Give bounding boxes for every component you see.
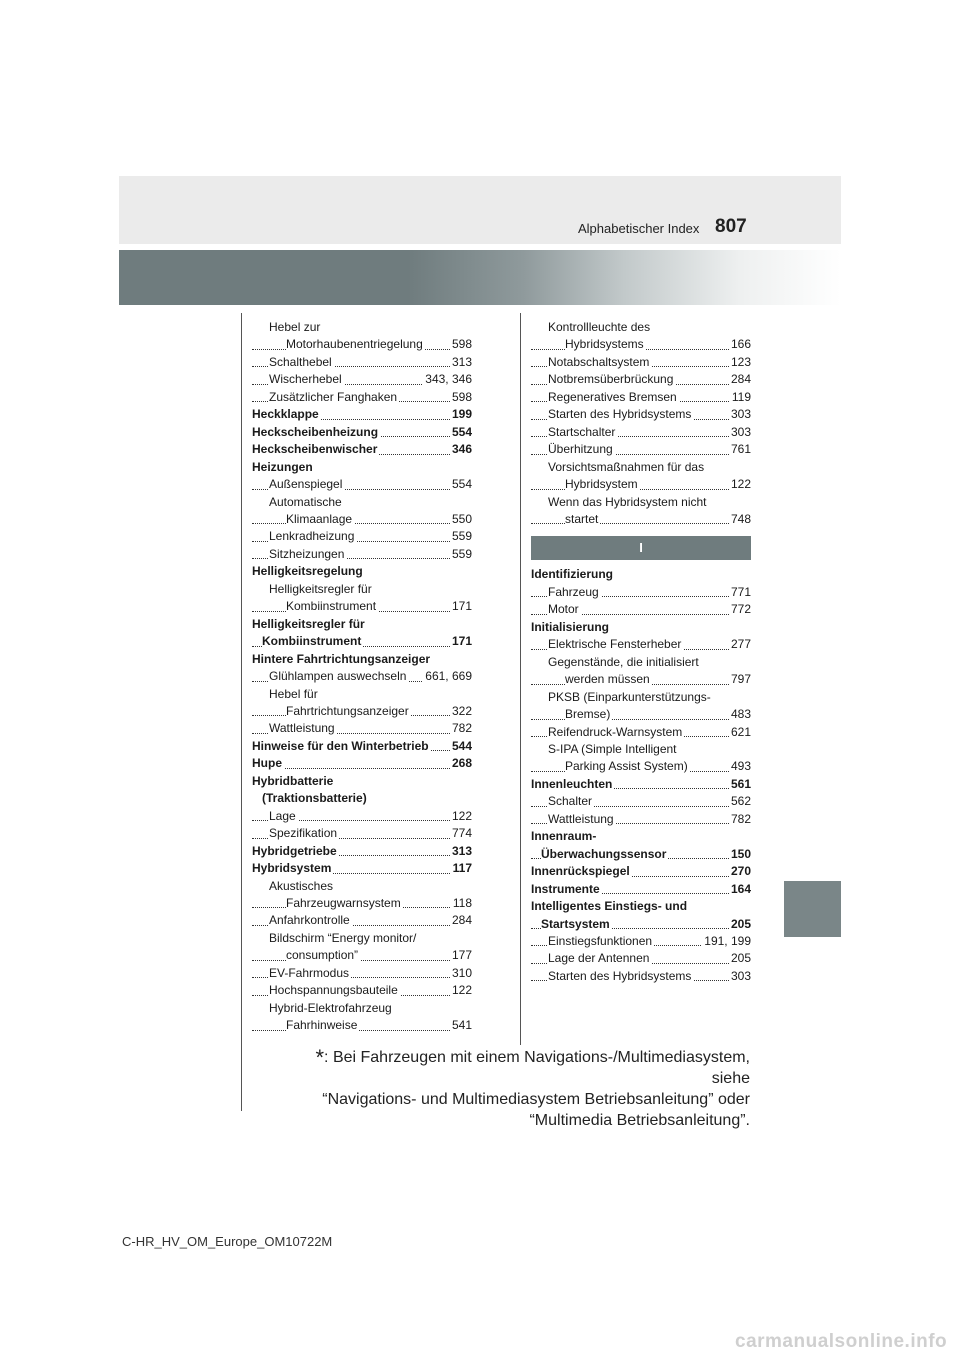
index-entry-text: Zusätzlicher Fanghaken — [269, 389, 398, 404]
index-entry-text: startet — [565, 511, 599, 526]
index-entry — [252, 598, 472, 615]
index-entry-text: Notabschaltsystem — [548, 354, 650, 369]
index-entry-page: 270 — [729, 863, 751, 880]
index-entry-text: Notbremsüberbrückung — [548, 372, 674, 387]
index-entry — [531, 441, 751, 458]
dot-leader — [531, 719, 751, 720]
dot-leader — [252, 960, 472, 961]
index-entry — [252, 354, 472, 371]
dot-leader — [252, 768, 472, 769]
index-entry-page: 277 — [729, 636, 751, 653]
middle-column-rule — [520, 313, 521, 1045]
index-entry-page: 346 — [450, 441, 472, 458]
index-entry-text: Außenspiegel — [269, 477, 343, 492]
index-entry-text: Fahrzeug — [548, 584, 599, 599]
index-list-i — [531, 566, 751, 985]
index-entry-page: 621 — [729, 724, 751, 741]
index-entry — [531, 811, 751, 828]
index-entry-page: 150 — [729, 846, 751, 863]
index-entry-text: Überwachungssensor — [541, 846, 667, 861]
index-entry-text: EV-Fahrmodus — [269, 965, 350, 980]
index-entry — [252, 616, 472, 633]
index-entry-text: Lage der Antennen — [548, 951, 650, 966]
index-entry-page: 310 — [450, 965, 472, 982]
index-entry-text: Wattleistung — [548, 811, 614, 826]
index-entry — [252, 982, 472, 999]
index-entry-text: Hebel zur — [269, 320, 321, 334]
index-entry — [531, 671, 751, 688]
index-entry-page: 191, 199 — [702, 933, 751, 950]
index-entry — [252, 389, 472, 406]
index-entry-page: 561 — [729, 776, 751, 793]
index-list-h-continued — [531, 319, 751, 528]
index-entry-text: Initialisierung — [531, 619, 610, 634]
index-entry-text: Starten des Hybridsystems — [548, 968, 692, 983]
index-entry-page: 559 — [450, 546, 472, 563]
index-entry — [252, 790, 472, 807]
index-entry-text: Lenkradheizung — [269, 529, 355, 544]
index-entry-page: 598 — [450, 336, 472, 353]
index-entry-text: PKSB (Einparkunterstützungs- — [548, 689, 711, 704]
index-entry-page: 550 — [450, 511, 472, 528]
index-entry-text: Wischerhebel — [269, 372, 342, 387]
index-entry — [531, 476, 751, 493]
index-entry-page: 541 — [450, 1017, 472, 1034]
index-entry-text: Fahrhinweise — [286, 1018, 358, 1033]
index-entry-text: Startschalter — [548, 424, 616, 439]
index-entry — [252, 459, 472, 476]
index-entry — [252, 371, 472, 388]
index-entry — [252, 912, 472, 929]
index-entry-page: 322 — [450, 703, 472, 720]
index-entry-text: Überhitzung — [548, 442, 613, 457]
index-entry-text: Identifizierung — [531, 567, 613, 582]
index-entry-page: 761 — [729, 441, 751, 458]
index-entry-page: 177 — [450, 947, 472, 964]
index-entry — [531, 511, 751, 528]
index-entry-page: 774 — [450, 825, 472, 842]
index-entry-text: Innenrückspiegel — [531, 864, 630, 879]
index-entry — [531, 898, 751, 915]
index-entry-text: Instrumente — [531, 881, 600, 896]
index-entry-page: 171 — [450, 633, 472, 650]
index-entry — [531, 566, 751, 583]
index-entry — [531, 741, 751, 758]
dot-leader — [252, 1030, 472, 1031]
index-entry-text: Starten des Hybridsystems — [548, 407, 692, 422]
index-entry — [531, 689, 751, 706]
index-entry — [531, 371, 751, 388]
index-entry-text: Innenraum- — [531, 829, 597, 844]
index-entry-text: Hybridgetriebe — [252, 843, 337, 858]
index-entry-text: Akustisches — [269, 878, 334, 893]
index-entry — [252, 546, 472, 563]
section-title: Alphabetischer Index — [578, 221, 700, 236]
index-entry — [252, 895, 472, 912]
index-entry — [531, 863, 751, 880]
index-entry-page: 171 — [450, 598, 472, 615]
index-entry — [252, 843, 472, 860]
index-entry-page: 343, 346 — [423, 371, 472, 388]
index-entry-text: S-IPA (Simple Intelligent — [548, 741, 677, 756]
index-entry — [252, 406, 472, 423]
index-entry — [252, 1000, 472, 1017]
index-entry — [252, 494, 472, 511]
index-entry-text: Fahrzeugwarnsystem — [286, 895, 401, 910]
index-entry-page: 598 — [450, 389, 472, 406]
index-column-left — [252, 319, 472, 1035]
index-entry — [252, 1017, 472, 1034]
index-entry-page: 205 — [729, 916, 751, 933]
index-entry-text: Helligkeitsregelung — [252, 564, 363, 579]
index-entry-text: Schalter — [548, 794, 593, 809]
document-code: C-HR_HV_OM_Europe_OM10722M — [122, 1234, 333, 1249]
index-entry-text: Startsystem — [541, 916, 610, 931]
index-entry — [531, 950, 751, 967]
index-entry-page: 554 — [450, 476, 472, 493]
index-entry-text: Hybridsystems — [565, 337, 644, 352]
index-entry-page: 782 — [729, 811, 751, 828]
index-entry-text: Helligkeitsregler für — [269, 581, 372, 596]
index-entry — [252, 808, 472, 825]
index-entry — [531, 389, 751, 406]
index-entry-text: Motorhaubenentriegelung — [286, 337, 423, 352]
index-entry-page: 772 — [729, 601, 751, 618]
index-entry — [252, 686, 472, 703]
index-entry-text: Kombiinstrument — [262, 634, 362, 649]
index-entry-page: 797 — [729, 671, 751, 688]
index-entry — [531, 706, 751, 723]
index-entry-text: Reifendruck-Warnsystem — [548, 724, 683, 739]
index-entry — [252, 563, 472, 580]
index-entry — [252, 581, 472, 598]
index-entry-page: 164 — [729, 881, 751, 898]
index-entry-text: Innenleuchten — [531, 776, 613, 791]
index-entry — [252, 651, 472, 668]
index-entry — [531, 776, 751, 793]
footnote-line-3: “Multimedia Betriebsanleitung”. — [529, 1112, 750, 1129]
index-entry-text: Heckscheibenheizung — [252, 424, 379, 439]
footnote-marker: * — [315, 1045, 325, 1070]
index-entry — [252, 511, 472, 528]
index-entry-page: 554 — [450, 424, 472, 441]
index-entry-page: 117 — [451, 860, 472, 877]
index-entry-page: 303 — [729, 424, 751, 441]
index-entry-text: Parking Assist System) — [565, 759, 688, 774]
index-entry — [252, 528, 472, 545]
index-entry-text: Heckscheibenwischer — [252, 442, 378, 457]
index-entry — [531, 406, 751, 423]
letter-section-header: I — [531, 536, 751, 560]
index-entry-text: Hybrid-Elektrofahrzeug — [269, 1000, 392, 1015]
index-entry-page: 119 — [730, 389, 751, 406]
index-entry-page: 199 — [450, 406, 472, 423]
index-entry — [252, 930, 472, 947]
index-entry — [252, 336, 472, 353]
index-entry-page: 303 — [729, 968, 751, 985]
index-entry-page: 782 — [450, 720, 472, 737]
index-entry-text: Hochspannungsbauteile — [269, 983, 398, 998]
index-entry-text: (Traktionsbatterie) — [262, 791, 367, 806]
index-entry — [252, 424, 472, 441]
index-entry — [531, 494, 751, 511]
footnote-line-1: : Bei Fahrzeugen mit einem Navigations-/Multimediasystem, siehe — [324, 1049, 750, 1087]
index-entry — [531, 654, 751, 671]
index-entry-text: Anfahrkontrolle — [269, 913, 350, 928]
watermark: carmanualsonline.info — [735, 1331, 948, 1352]
index-entry — [252, 703, 472, 720]
index-entry-text: Kombiinstrument — [286, 599, 377, 614]
index-entry-text: Hybridsystem — [252, 861, 332, 876]
index-entry-page: 122 — [450, 982, 472, 999]
index-entry-text: Wattleistung — [269, 721, 335, 736]
dot-leader — [252, 523, 472, 524]
index-entry-text: Kontrollleuchte des — [548, 320, 651, 334]
footnote — [290, 1047, 750, 1131]
footnote-line-2: “Navigations- und Multimediasystem Betriebsanleitung” oder — [322, 1091, 750, 1108]
index-entry-text: Einstiegsfunktionen — [548, 933, 653, 948]
index-entry-page: 284 — [450, 912, 472, 929]
index-entry-page: 493 — [729, 758, 751, 775]
index-entry-text: Heckklappe — [252, 407, 319, 422]
index-entry-text: Wenn das Hybridsystem nicht — [548, 494, 707, 509]
index-entry-page: 748 — [729, 511, 751, 528]
index-entry-page: 268 — [450, 755, 472, 772]
index-entry-text: Hebel für — [269, 686, 318, 701]
index-entry-text: Bremse) — [565, 707, 611, 722]
index-entry — [252, 476, 472, 493]
index-entry — [252, 720, 472, 737]
index-entry — [531, 793, 751, 810]
index-entry-page: 313 — [450, 843, 472, 860]
index-entry — [531, 601, 751, 618]
index-entry-text: Hintere Fahrtrichtungsanzeiger — [252, 651, 431, 666]
index-entry-text: Fahrtrichtungsanzeiger — [286, 703, 409, 718]
index-entry-page: 284 — [729, 371, 751, 388]
index-entry-text: Gegenstände, die initialisiert — [548, 654, 699, 669]
index-entry — [252, 441, 472, 458]
index-entry-text: Spezifikation — [269, 826, 338, 841]
index-entry-page: 166 — [729, 336, 751, 353]
index-entry-page: 559 — [450, 528, 472, 545]
index-entry-text: Hupe — [252, 756, 282, 771]
index-entry — [531, 336, 751, 353]
index-entry — [531, 584, 751, 601]
index-entry — [252, 773, 472, 790]
index-entry — [531, 724, 751, 741]
index-entry — [531, 881, 751, 898]
index-entry-page: 483 — [729, 706, 751, 723]
decorative-gradient-bar — [119, 250, 841, 305]
index-entry-text: werden müssen — [565, 672, 650, 687]
index-entry — [531, 636, 751, 653]
index-entry — [531, 424, 751, 441]
index-entry-text: Motor — [548, 602, 579, 617]
index-entry — [531, 933, 751, 950]
index-entry — [531, 916, 751, 933]
index-entry-page: 303 — [729, 406, 751, 423]
index-entry-text: Hybridsystem — [565, 477, 638, 492]
index-entry — [252, 947, 472, 964]
index-entry — [252, 965, 472, 982]
index-entry — [252, 755, 472, 772]
index-entry-page: 313 — [450, 354, 472, 371]
index-entry-text: Hybridbatterie — [252, 773, 334, 788]
index-entry-text: Helligkeitsregler für — [252, 616, 365, 631]
index-entry-page: 562 — [729, 793, 751, 810]
index-entry-page: 205 — [729, 950, 751, 967]
index-entry — [252, 825, 472, 842]
index-entry — [531, 968, 751, 985]
index-entry-page: 661, 669 — [423, 668, 472, 685]
index-entry — [252, 860, 472, 877]
chapter-tab — [784, 881, 841, 937]
index-entry-page: 122 — [729, 476, 751, 493]
index-entry — [531, 758, 751, 775]
index-entry-text: Hinweise für den Winterbetrieb — [252, 738, 429, 753]
index-entry-text: Klimaanlage — [286, 511, 353, 526]
index-entry — [531, 459, 751, 476]
index-entry-page: 118 — [451, 895, 472, 912]
index-entry-text: Elektrische Fensterheber — [548, 637, 682, 652]
index-entry — [531, 319, 751, 336]
index-entry — [531, 354, 751, 371]
index-entry-page: 771 — [729, 584, 751, 601]
index-entry-text: Heizungen — [252, 459, 313, 474]
index-entry-text: Glühlampen auswechseln — [269, 669, 407, 684]
index-entry — [252, 319, 472, 336]
index-entry-text: Bildschirm “Energy monitor/ — [269, 930, 417, 945]
index-entry-text: Regeneratives Bremsen — [548, 389, 677, 404]
index-entry-page: 122 — [450, 808, 472, 825]
index-entry-page: 544 — [450, 738, 472, 755]
index-entry-text: Schalthebel — [269, 354, 332, 369]
index-entry-text: Intelligentes Einstiegs- und — [531, 899, 688, 914]
index-entry-page: 123 — [729, 354, 751, 371]
index-entry — [531, 619, 751, 636]
index-entry-text: Automatische — [269, 494, 342, 509]
index-entry-text: Lage — [269, 808, 296, 823]
index-entry-text: consumption” — [286, 948, 359, 963]
index-entry — [531, 846, 751, 863]
index-column-right — [531, 319, 751, 985]
dot-leader — [531, 523, 751, 524]
left-column-rule — [241, 313, 242, 1111]
index-entry — [252, 878, 472, 895]
page-number: 807 — [715, 216, 747, 237]
index-entry-text: Vorsichtsmaßnahmen für das — [548, 459, 705, 474]
index-entry — [252, 633, 472, 650]
index-entry — [252, 668, 472, 685]
index-entry — [531, 828, 751, 845]
dot-leader — [531, 489, 751, 490]
index-entry — [252, 738, 472, 755]
index-entry-text: Sitzheizungen — [269, 546, 345, 561]
